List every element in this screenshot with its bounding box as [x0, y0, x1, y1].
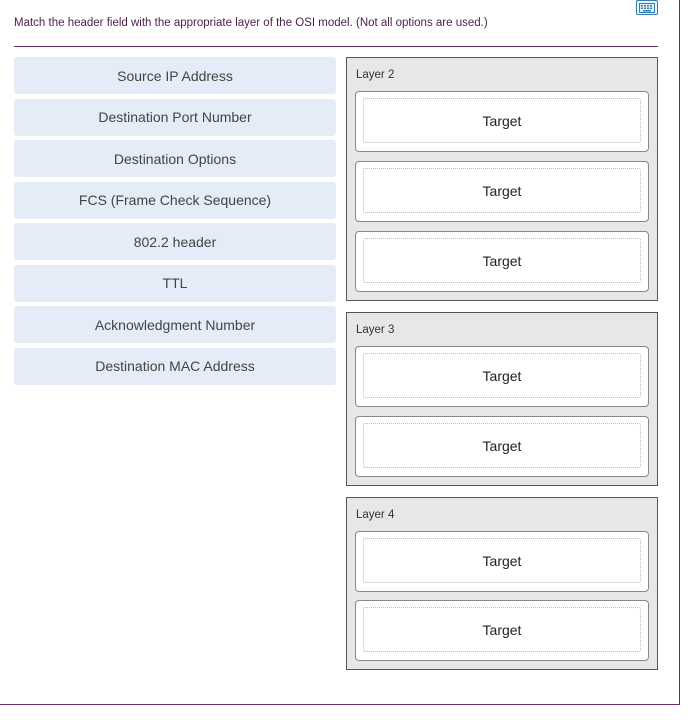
option-ttl[interactable]: TTL: [14, 265, 336, 302]
keyboard-button[interactable]: [636, 0, 658, 15]
target-label: Target: [363, 538, 641, 583]
layer-2-group: [346, 57, 658, 301]
drop-target[interactable]: [355, 91, 649, 152]
option-fcs[interactable]: FCS (Frame Check Sequence): [14, 182, 336, 219]
option-destination-mac-address[interactable]: Destination MAC Address: [14, 348, 336, 385]
option-source-ip-address[interactable]: Source IP Address: [14, 57, 336, 94]
target-label: Target: [363, 607, 641, 652]
target-label: Target: [363, 353, 641, 398]
layer-3-group: [346, 312, 658, 486]
target-label: Target: [363, 423, 641, 468]
layer-label: Layer 2: [356, 69, 395, 81]
option-acknowledgment-number[interactable]: Acknowledgment Number: [14, 306, 336, 343]
drop-target[interactable]: [355, 231, 649, 292]
layer-label: Layer 3: [356, 324, 395, 336]
option-destination-options[interactable]: Destination Options: [14, 140, 336, 177]
target-label: Target: [363, 168, 641, 213]
layer-label: Layer 4: [356, 509, 395, 521]
drop-target[interactable]: [355, 346, 649, 407]
target-label: Target: [363, 238, 641, 283]
options-list: [14, 57, 336, 389]
option-802-2-header[interactable]: 802.2 header: [14, 223, 336, 260]
target-label: Target: [363, 98, 641, 143]
instructions-text: Match the header field with the appropriate layer of the OSI model. (Not all options are used.): [14, 17, 488, 29]
keyboard-icon: [639, 3, 655, 13]
drop-target[interactable]: [355, 531, 649, 592]
drop-target[interactable]: [355, 161, 649, 222]
option-destination-port-number[interactable]: Destination Port Number: [14, 99, 336, 136]
divider: [14, 46, 658, 47]
layer-4-group: [346, 497, 658, 670]
drop-target[interactable]: [355, 600, 649, 661]
drop-target[interactable]: [355, 416, 649, 477]
